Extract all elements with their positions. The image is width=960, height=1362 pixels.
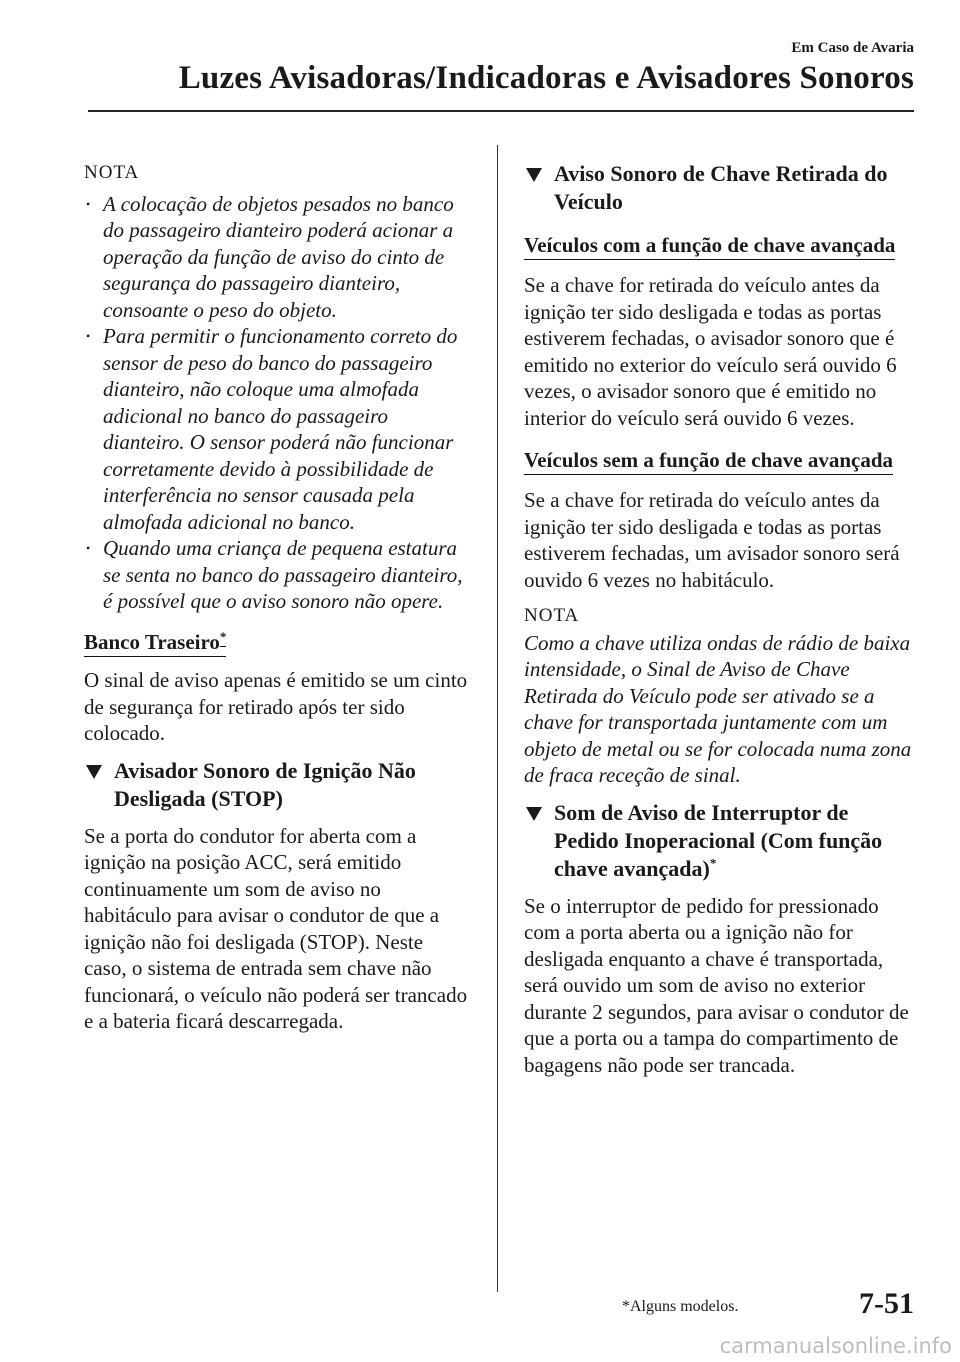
- page-title: Luzes Avisadoras/Indicadoras e Avisadores Sonoros: [178, 60, 914, 96]
- ignition-warning-heading: [84, 757, 468, 813]
- right-column: [524, 160, 916, 1088]
- without-advanced-key-text: Se a chave for retirada do veículo antes da ignição ter sido desligada e todas as portas estiverem fechadas, um avisador sonoro será ouvido 6 vezes no habitáculo.: [524, 488, 900, 592]
- note-list: [84, 191, 468, 615]
- note-item: • A colocação de objetos pesados no banco do passageiro dianteiro poderá acionar a operação da função de aviso do cinto de segurança do passageiro dianteiro, consoante o peso do objeto.: [84, 191, 468, 324]
- rear-seat-text: O sinal de aviso apenas é emitido se um cinto de segurança for retirado após ter sido colocado.: [84, 668, 468, 745]
- triangle-down-icon: [526, 807, 542, 821]
- note-text: Como a chave utiliza ondas de rádio de baixa intensidade, o Sinal de Aviso de Chave Retirada do Veículo pode ser ativado se a chave for transportada juntamente com um objeto de metal ou se for colocada numa zona de fraca receção de sinal.: [524, 630, 912, 787]
- footer-note: *Alguns modelos.: [622, 1298, 739, 1315]
- column-divider: [497, 145, 498, 1292]
- asterisk-mark: *: [709, 855, 717, 871]
- triangle-down-icon: [86, 765, 102, 779]
- page-number: 7-51: [859, 1287, 914, 1320]
- note-item: • Quando uma criança de pequena estatura se senta no banco do passageiro dianteiro, é possível que o aviso sonoro não opere.: [84, 535, 468, 615]
- header-section-label: Em Caso de Avaria: [791, 40, 914, 56]
- ignition-warning-heading-text: Avisador Sonoro de Ignição Não Desligada (STOP): [114, 757, 416, 811]
- ignition-warning-text: Se a porta do condutor for aberta com a ignição na posição ACC, será emitido continuamente um som de aviso no habitáculo para avisar o condutor de que a ignição não foi desligada (STOP). Neste caso, o sistema de entrada sem chave não funcionará, o veículo não poderá ser trancado e a bateria ficará descarregada.: [84, 823, 468, 1033]
- without-advanced-key-heading-text: Veículos sem a função de chave avançada: [524, 448, 893, 475]
- header-rule: [88, 110, 914, 112]
- triangle-down-icon: [526, 168, 542, 182]
- with-advanced-key-text: Se a chave for retirada do veículo antes da ignição ter sido desligada e todas as portas estiverem fechadas, o avisador sonoro que é emitido no exterior do veículo será ouvido 6 vezes, o avisador sonoro que é emitido no interior do veículo será ouvido 6 vezes.: [524, 273, 897, 430]
- note-item: • Para permitir o funcionamento correto do sensor de peso do banco do passageiro dianteiro, não coloque uma almofada adicional no banco do passageiro dianteiro. O sensor poderá não funcionar corretamente devido à possibilidade de interferência no sensor causada pela almofada adicional no banco.: [84, 323, 468, 535]
- request-switch-text: Se o interruptor de pedido for pressionado com a porta aberta ou a ignição não for desligada enquanto a chave é transportada, será ouvido um som de aviso no exterior durante 2 segundos, para avisar o condutor de que a porta ou a tampa do compartimento de bagagens não pode ser trancada.: [524, 893, 909, 1077]
- rear-seat-heading: [84, 629, 468, 656]
- note-label: NOTA: [524, 605, 580, 626]
- watermark: carmanualsonline.info: [719, 1334, 952, 1358]
- without-advanced-key-heading: [524, 445, 916, 475]
- rear-seat-heading-text: Banco Traseiro: [84, 630, 220, 657]
- request-switch-heading-text: Som de Aviso de Interruptor de Pedido Inoperacional (Com função chave avançada): [554, 799, 883, 881]
- key-removed-heading: [524, 160, 916, 216]
- asterisk-mark: *: [220, 629, 227, 647]
- request-switch-heading: [524, 799, 916, 883]
- with-advanced-key-heading: [524, 230, 916, 260]
- note-label: NOTA: [84, 162, 140, 183]
- left-column: [84, 160, 468, 1045]
- key-removed-heading-text: Aviso Sonoro de Chave Retirada do Veículo: [554, 161, 888, 214]
- with-advanced-key-heading-text: Veículos com a função de chave avançada: [524, 233, 895, 260]
